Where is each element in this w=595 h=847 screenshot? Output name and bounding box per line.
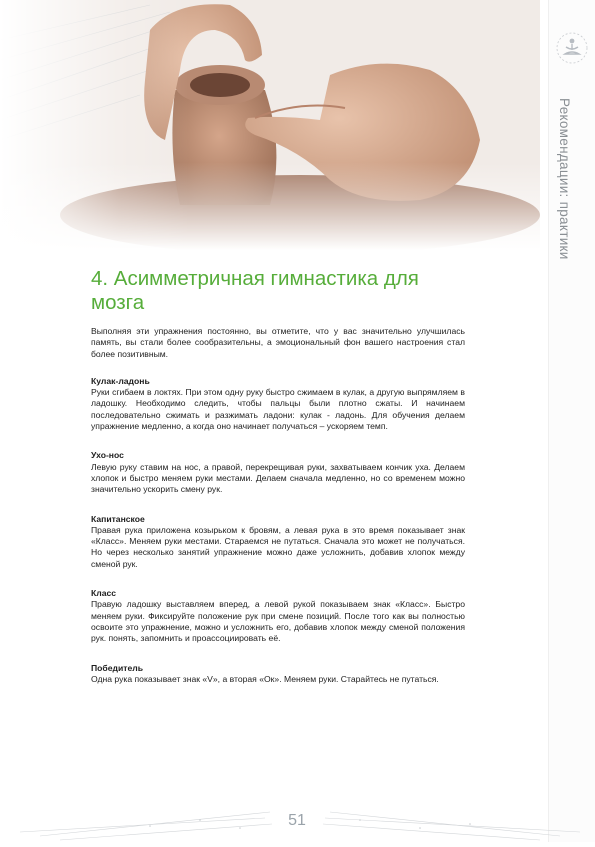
exercise-title: Класс — [91, 588, 117, 599]
sidebar — [548, 0, 595, 842]
exercise-text: Правую ладошку выставляем вперед, а левой рукой показываем знак «Класс». Быстро меняем руки. Фиксируйте положение рук при смене позиций. После того как вы полностью освоите это упражнение, можно и усложнить его, добавив хлопок между сменой положения рук. понять, запомнить и проассоциировать её. — [91, 599, 465, 644]
exercise-title: Победитель — [91, 662, 143, 673]
exercise-fist-palm — [91, 376, 465, 432]
intro-paragraph: Выполняя эти упражнения постоянно, вы отметите, что у вас значительно улучшилась память, вы стали более сообразительны, а эмоциональный фон вашего настроения стал более позитивным. — [91, 326, 465, 359]
exercise-title: Капитанское — [91, 513, 145, 524]
meditation-icon — [556, 32, 588, 64]
exercise-thumbs-up — [91, 588, 465, 644]
exercise-text: Правая рука приложена козырьком к бровям, а левая рука в это время показывает знак «Класс». Меняем руки местами. Стараемся не путаться. Сначала это может не получаться. Но через несколько занятий упражнение можно даже усложнить, добавив хлопок между сменой рук. — [91, 524, 465, 569]
exercise-title: Ухо-нос — [91, 450, 124, 461]
article-body — [91, 326, 465, 703]
page-number: 51 — [288, 812, 306, 829]
page-title: 4. Асимметричная гимнастика для мозга — [91, 267, 419, 314]
exercise-text: Левую руку ставим на нос, а правой, перекрещивая руки, захватываем кончик уха. Делаем хлопок и быстро меняем руки местами. Делаем сначала медленно, но со временем можно значительно ускорить смену рук. — [91, 461, 465, 495]
exercise-text: Руки сгибаем в локтях. При этом одну руку быстро сжимаем в кулак, а другую выпрямляем в ладошку. Необходимо следить, чтобы пальцы были плотно сжаты. И начинаем последовательно сжимать и разжимать ладони: кулак - ладонь. Для обучения делаем упражнение медленно, а когда оно начинает получаться – ускоряем темп. — [91, 387, 465, 432]
section-label: Рекомендации: практики — [557, 98, 572, 260]
exercise-text: Одна рука показывает знак «V», а вторая «Ок». Меняем руки. Старайтесь не путаться. — [91, 673, 439, 684]
pottery-hands-photo — [0, 0, 540, 250]
exercise-winner — [91, 663, 465, 686]
exercise-captain — [91, 514, 465, 570]
exercise-title: Кулак-ладонь — [91, 375, 150, 386]
exercise-ear-nose — [91, 450, 465, 495]
